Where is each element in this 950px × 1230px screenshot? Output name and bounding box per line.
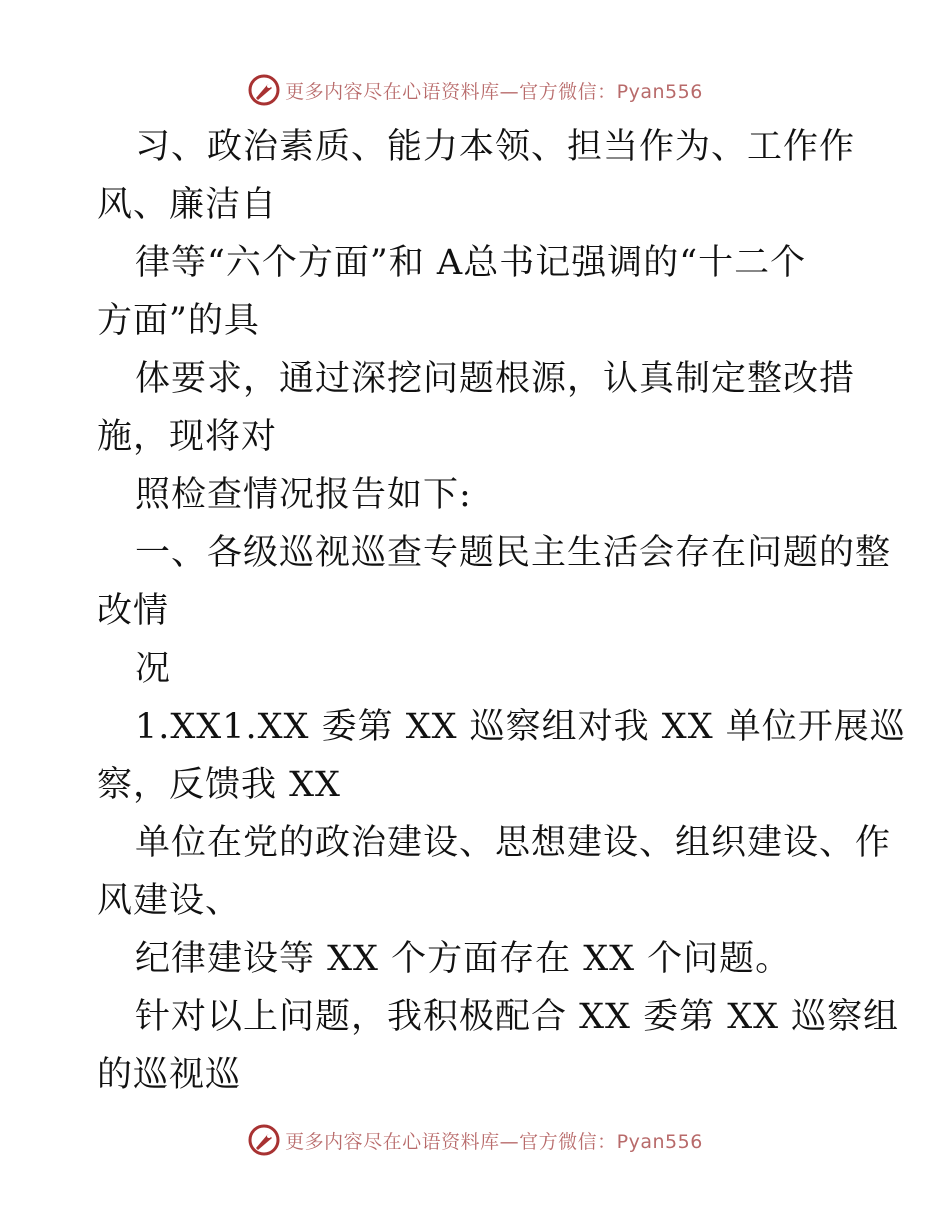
text-line: 方面”的具 bbox=[97, 301, 260, 341]
text-line: 风建设、 bbox=[97, 881, 242, 921]
text-line: 改情 bbox=[97, 591, 170, 631]
text-line: 的巡视巡 bbox=[97, 1055, 242, 1095]
text-line: 察，反馈我 XX bbox=[97, 765, 341, 805]
text-line: 一、各级巡视巡查专题民主生活会存在问题的整 bbox=[135, 533, 892, 573]
text-line: 体要求，通过深挖问题根源，认真制定整改措 bbox=[135, 359, 856, 399]
text-line: 律等“六个方面”和 A总书记强调的“十二个 bbox=[135, 243, 807, 283]
text-line: 单位在党的政治建设、思想建设、组织建设、作 bbox=[135, 823, 892, 863]
pen-nib-logo-icon bbox=[247, 1123, 281, 1157]
text-line: 况 bbox=[135, 649, 172, 689]
header-banner-text: 更多内容尽在心语资料库—官方微信：Pyan556 bbox=[285, 80, 703, 103]
footer-banner bbox=[0, 1120, 950, 1160]
header-banner bbox=[0, 70, 950, 110]
pen-nib-logo-icon bbox=[247, 73, 281, 107]
text-line: 习、政治素质、能力本领、担当作为、工作作 bbox=[135, 127, 856, 167]
text-line: 照检查情况报告如下: bbox=[135, 475, 472, 515]
footer-banner-text: 更多内容尽在心语资料库—官方微信：Pyan556 bbox=[285, 1130, 703, 1153]
document-body bbox=[97, 118, 906, 1104]
text-line: 施，现将对 bbox=[97, 417, 278, 457]
text-line: 纪律建设等 XX 个方面存在 XX 个问题。 bbox=[135, 939, 792, 979]
text-line: 针对以上问题，我积极配合 XX 委第 XX 巡察组 bbox=[135, 997, 900, 1037]
text-line: 风、廉洁自 bbox=[97, 185, 278, 225]
text-line: 1.XX1.XX 委第 XX 巡察组对我 XX 单位开展巡 bbox=[135, 707, 906, 747]
